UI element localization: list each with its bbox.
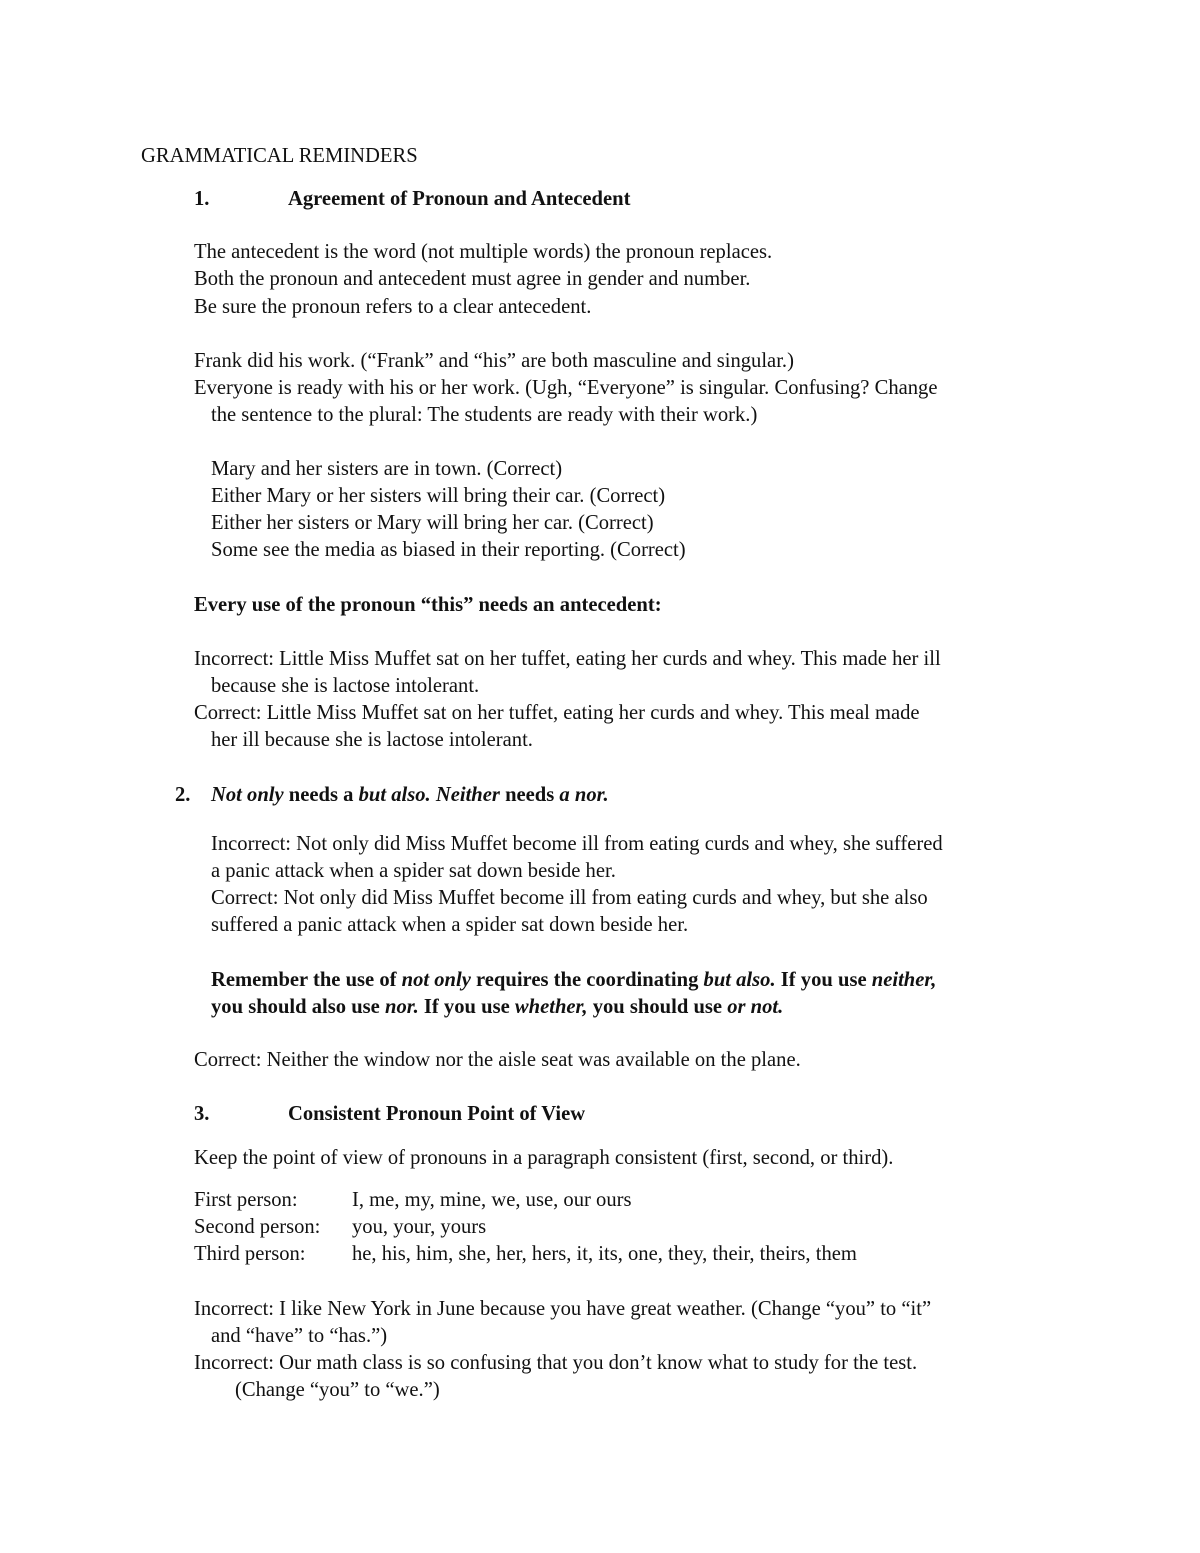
incorrect-example: a panic attack when a spider sat down beside her.	[211, 860, 616, 882]
incorrect-example: (Change “you” to “we.”)	[235, 1379, 440, 1401]
correct-example: suffered a panic attack when a spider sat down beside her.	[211, 914, 689, 936]
example-line: Everyone is ready with his or her work. (Ugh, “Everyone” is singular. Confusing? Change	[194, 377, 938, 399]
correct-example: Correct: Not only did Miss Muffet become ill from eating curds and whey, but she also	[211, 887, 928, 909]
paragraph-line: Keep the point of view of pronouns in a paragraph consistent (first, second, or third).	[194, 1147, 894, 1169]
incorrect-example: Incorrect: Our math class is so confusing that you don’t know what to study for the test.	[194, 1352, 918, 1374]
person-value: he, his, him, she, her, hers, it, its, one, they, their, theirs, them	[352, 1243, 857, 1265]
section-1-number: 1.	[194, 188, 210, 210]
incorrect-example: because she is lactose intolerant.	[211, 675, 480, 697]
person-label: Second person:	[194, 1216, 321, 1238]
person-label: First person:	[194, 1189, 298, 1211]
example-line: the sentence to the plural: The students are ready with their work.)	[211, 404, 758, 426]
correct-example: her ill because she is lactose intolerant.	[211, 729, 533, 751]
rule-reminder: you should also use nor. If you use whether, you should use or not.	[211, 996, 784, 1018]
example-line: Either her sisters or Mary will bring her car. (Correct)	[211, 512, 654, 534]
paragraph-line: Both the pronoun and antecedent must agree in gender and number.	[194, 268, 751, 290]
paragraph-line: Be sure the pronoun refers to a clear antecedent.	[194, 296, 592, 318]
example-line: Some see the media as biased in their reporting. (Correct)	[211, 539, 686, 561]
correct-example: Correct: Little Miss Muffet sat on her tuffet, eating her curds and whey. This meal made	[194, 702, 920, 724]
document-title: GRAMMATICAL REMINDERS	[141, 145, 418, 167]
section-2-heading: Not only needs a but also. Neither needs a nor.	[211, 784, 609, 806]
paragraph-line: The antecedent is the word (not multiple words) the pronoun replaces.	[194, 241, 773, 263]
incorrect-example: Incorrect: I like New York in June because you have great weather. (Change “you” to “it”	[194, 1298, 932, 1320]
person-label: Third person:	[194, 1243, 306, 1265]
rule-heading: Every use of the pronoun “this” needs an antecedent:	[194, 594, 662, 616]
correct-example: Correct: Neither the window nor the aisle seat was available on the plane.	[194, 1049, 801, 1071]
section-3-heading: Consistent Pronoun Point of View	[288, 1103, 586, 1125]
person-value: I, me, my, mine, we, use, our ours	[352, 1189, 632, 1211]
incorrect-example: Incorrect: Little Miss Muffet sat on her tuffet, eating her curds and whey. This made her ill	[194, 648, 941, 670]
rule-reminder: Remember the use of not only requires the coordinating but also. If you use neither,	[211, 969, 937, 991]
incorrect-example: Incorrect: Not only did Miss Muffet become ill from eating curds and whey, she suffered	[211, 833, 943, 855]
person-value: you, your, yours	[352, 1216, 487, 1238]
example-line: Either Mary or her sisters will bring their car. (Correct)	[211, 485, 666, 507]
example-line: Mary and her sisters are in town. (Correct)	[211, 458, 563, 480]
example-line: Frank did his work. (“Frank” and “his” are both masculine and singular.)	[194, 350, 794, 372]
section-3-number: 3.	[194, 1103, 210, 1125]
section-1-heading: Agreement of Pronoun and Antecedent	[288, 188, 631, 210]
section-2-number: 2.	[175, 784, 191, 806]
incorrect-example: and “have” to “has.”)	[211, 1325, 388, 1347]
